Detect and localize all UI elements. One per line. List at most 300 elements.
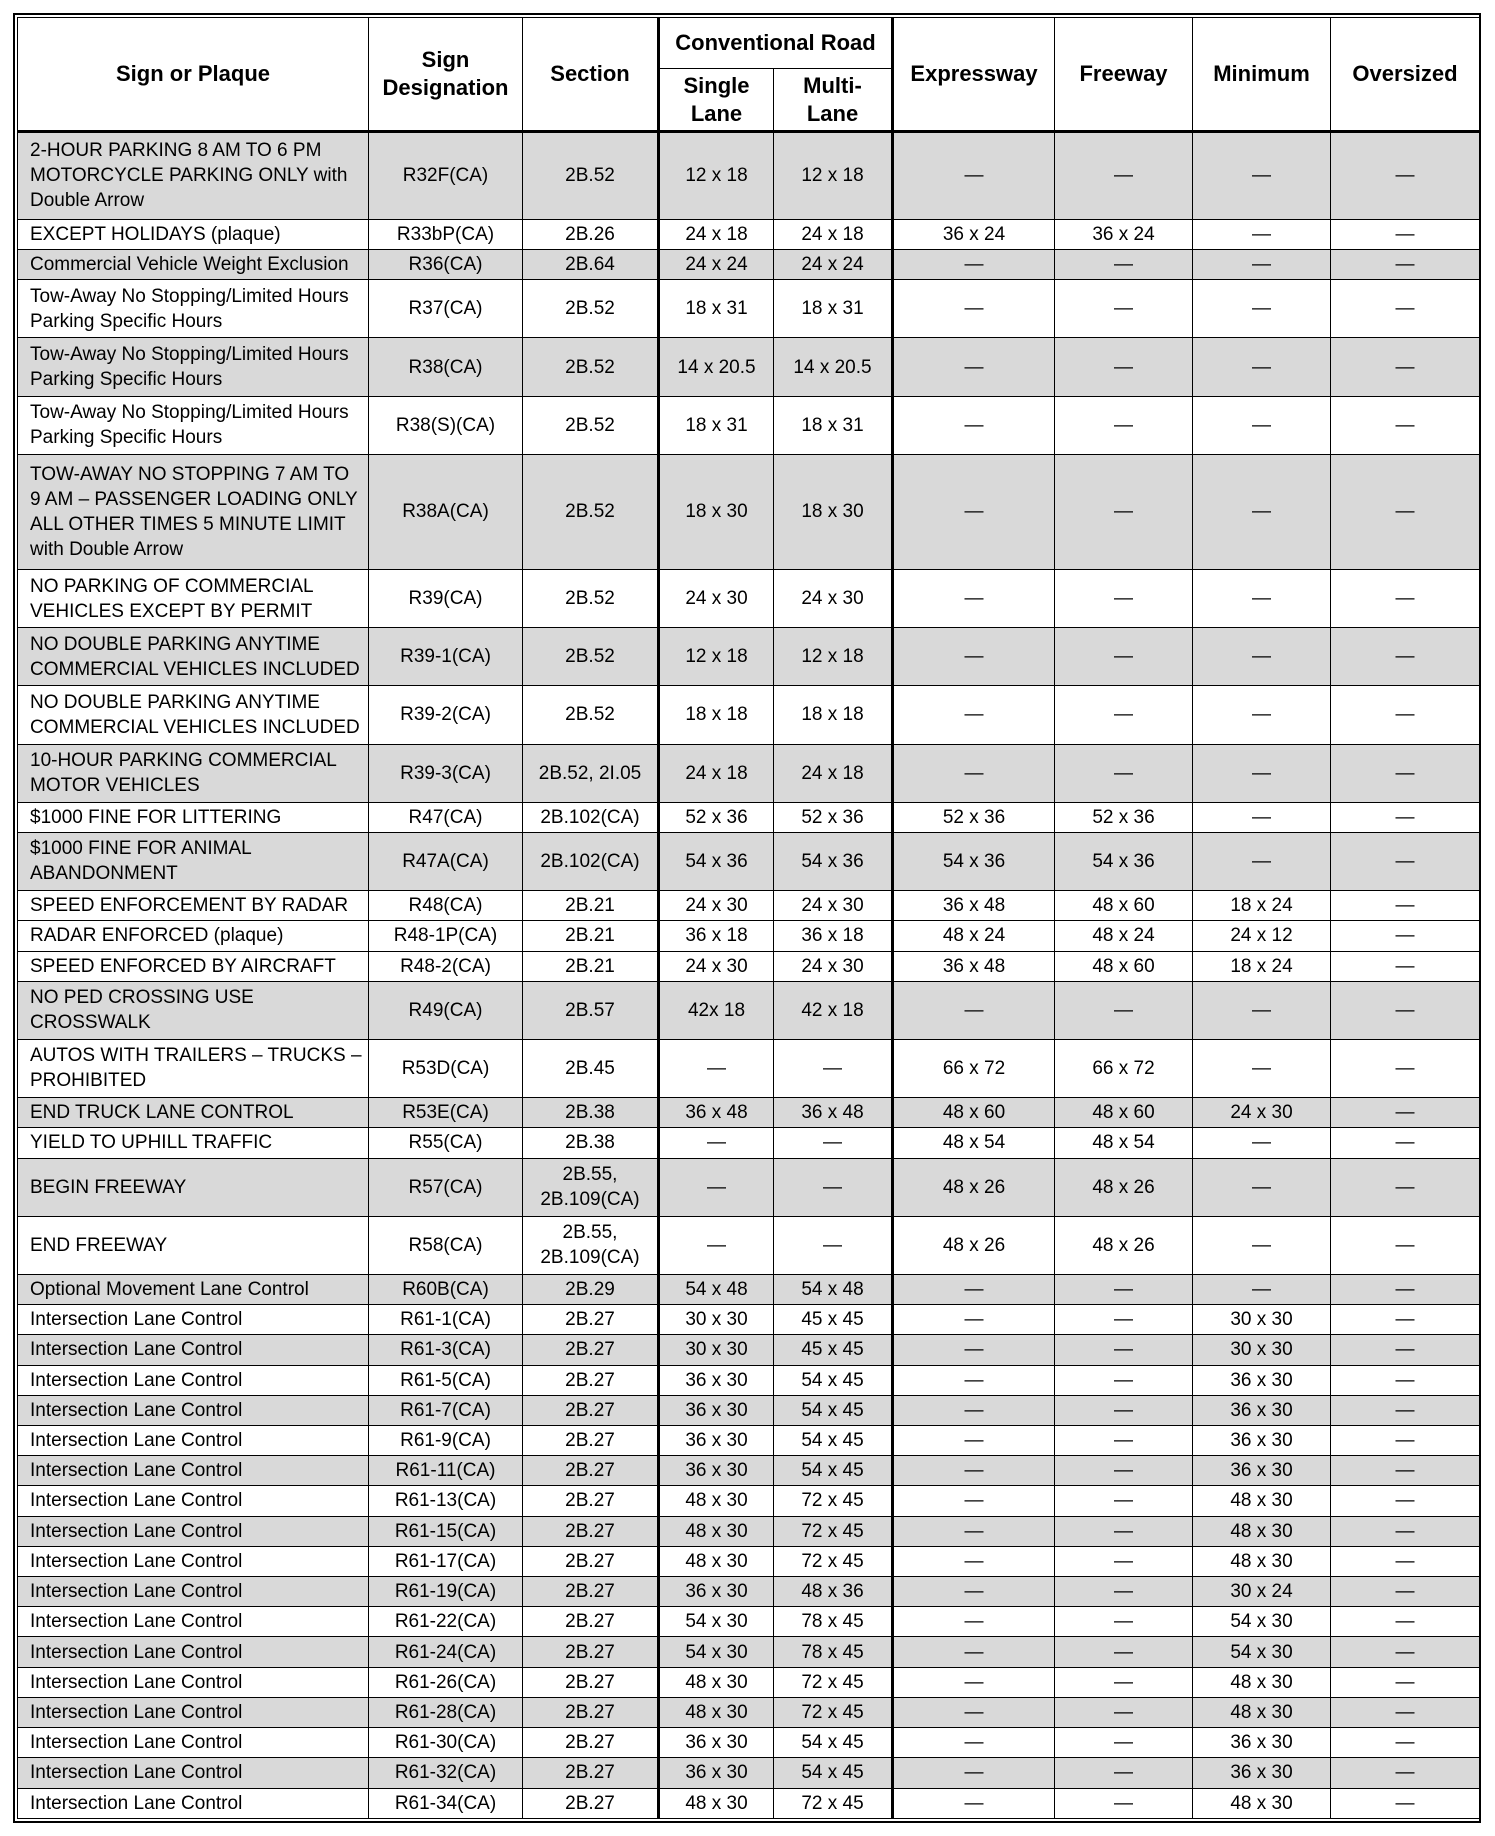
expressway-cell: — xyxy=(893,1425,1055,1455)
minimum-cell: 48 x 30 xyxy=(1193,1667,1331,1697)
sign-cell: RADAR ENFORCED (plaque) xyxy=(18,921,369,951)
single-lane-cell: 54 x 30 xyxy=(659,1607,774,1637)
single-lane-cell: 36 x 30 xyxy=(659,1456,774,1486)
oversized-cell: — xyxy=(1331,1305,1480,1335)
minimum-cell: 54 x 30 xyxy=(1193,1637,1331,1667)
designation-cell: R48(CA) xyxy=(369,891,523,921)
expressway-cell: 48 x 24 xyxy=(893,921,1055,951)
section-cell: 2B.52 xyxy=(523,338,659,396)
oversized-cell: — xyxy=(1331,1637,1480,1667)
freeway-cell: — xyxy=(1055,1577,1193,1607)
designation-cell: R61-9(CA) xyxy=(369,1425,523,1455)
freeway-cell: 48 x 60 xyxy=(1055,951,1193,981)
freeway-cell: — xyxy=(1055,1667,1193,1697)
freeway-cell: — xyxy=(1055,1697,1193,1727)
sign-cell: Intersection Lane Control xyxy=(18,1335,369,1365)
single-lane-cell: 48 x 30 xyxy=(659,1788,774,1818)
table-row xyxy=(18,1425,1480,1455)
single-lane-cell: 24 x 24 xyxy=(659,250,774,280)
expressway-cell: — xyxy=(893,1274,1055,1304)
designation-cell: R33bP(CA) xyxy=(369,219,523,249)
expressway-cell: — xyxy=(893,338,1055,396)
freeway-cell: — xyxy=(1055,1788,1193,1818)
section-cell: 2B.52 xyxy=(523,569,659,627)
multi-lane-cell: 54 x 45 xyxy=(774,1425,893,1455)
minimum-cell: — xyxy=(1193,628,1331,686)
sign-cell: $1000 FINE FOR ANIMAL ABANDONMENT xyxy=(18,832,369,890)
freeway-cell: — xyxy=(1055,981,1193,1039)
sign-cell: NO PARKING OF COMMERCIAL VEHICLES EXCEPT BY PERMIT xyxy=(18,569,369,627)
oversized-cell: — xyxy=(1331,951,1480,981)
expressway-cell: — xyxy=(893,628,1055,686)
expressway-cell: 36 x 48 xyxy=(893,951,1055,981)
section-cell: 2B.102(CA) xyxy=(523,802,659,832)
table-row xyxy=(18,1395,1480,1425)
expressway-cell: — xyxy=(893,396,1055,454)
expressway-cell: — xyxy=(893,686,1055,744)
table-row xyxy=(18,1274,1480,1304)
designation-cell: R58(CA) xyxy=(369,1216,523,1274)
expressway-cell: — xyxy=(893,1335,1055,1365)
oversized-cell: — xyxy=(1331,891,1480,921)
single-lane-cell: 36 x 30 xyxy=(659,1728,774,1758)
multi-lane-cell: 24 x 18 xyxy=(774,744,893,802)
designation-cell: R61-32(CA) xyxy=(369,1758,523,1788)
single-lane-cell: — xyxy=(659,1158,774,1216)
oversized-cell: — xyxy=(1331,1365,1480,1395)
table-row xyxy=(18,1607,1480,1637)
section-cell: 2B.27 xyxy=(523,1365,659,1395)
sign-cell: AUTOS WITH TRAILERS – TRUCKS – PROHIBITED xyxy=(18,1039,369,1097)
minimum-cell: — xyxy=(1193,338,1331,396)
expressway-cell: — xyxy=(893,744,1055,802)
multi-lane-cell: 24 x 30 xyxy=(774,891,893,921)
multi-lane-cell: 72 x 45 xyxy=(774,1697,893,1727)
single-lane-cell: 36 x 30 xyxy=(659,1365,774,1395)
designation-cell: R47A(CA) xyxy=(369,832,523,890)
minimum-cell: — xyxy=(1193,569,1331,627)
single-lane-cell: 24 x 18 xyxy=(659,744,774,802)
expressway-cell: — xyxy=(893,280,1055,338)
sign-cell: END FREEWAY xyxy=(18,1216,369,1274)
minimum-cell: 24 x 12 xyxy=(1193,921,1331,951)
designation-cell: R39-3(CA) xyxy=(369,744,523,802)
sign-cell: Tow-Away No Stopping/Limited Hours Parking Specific Hours xyxy=(18,396,369,454)
sign-cell: Intersection Lane Control xyxy=(18,1425,369,1455)
multi-lane-cell: — xyxy=(774,1128,893,1158)
multi-lane-cell: 36 x 18 xyxy=(774,921,893,951)
single-lane-cell: — xyxy=(659,1128,774,1158)
freeway-cell: — xyxy=(1055,1546,1193,1576)
designation-cell: R38(S)(CA) xyxy=(369,396,523,454)
expressway-cell: — xyxy=(893,1486,1055,1516)
header-sign-or-plaque: Sign or Plaque xyxy=(18,18,369,132)
section-cell: 2B.21 xyxy=(523,951,659,981)
single-lane-cell: 18 x 31 xyxy=(659,280,774,338)
multi-lane-cell: 72 x 45 xyxy=(774,1546,893,1576)
freeway-cell: — xyxy=(1055,686,1193,744)
table-row xyxy=(18,1728,1480,1758)
table-row xyxy=(18,250,1480,280)
sign-cell: 2-HOUR PARKING 8 AM TO 6 PM MOTORCYCLE PARKING ONLY with Double Arrow xyxy=(18,132,369,220)
table-row xyxy=(18,1365,1480,1395)
designation-cell: R61-13(CA) xyxy=(369,1486,523,1516)
oversized-cell: — xyxy=(1331,1158,1480,1216)
oversized-cell: — xyxy=(1331,250,1480,280)
sign-cell: Intersection Lane Control xyxy=(18,1637,369,1667)
oversized-cell: — xyxy=(1331,832,1480,890)
expressway-cell: 36 x 24 xyxy=(893,219,1055,249)
table-row xyxy=(18,1158,1480,1216)
freeway-cell: — xyxy=(1055,1456,1193,1486)
table-row xyxy=(18,1216,1480,1274)
minimum-cell: 36 x 30 xyxy=(1193,1395,1331,1425)
multi-lane-cell: 54 x 45 xyxy=(774,1365,893,1395)
section-cell: 2B.27 xyxy=(523,1637,659,1667)
single-lane-cell: 36 x 30 xyxy=(659,1577,774,1607)
oversized-cell: — xyxy=(1331,338,1480,396)
multi-lane-cell: 54 x 45 xyxy=(774,1395,893,1425)
section-cell: 2B.52, 2I.05 xyxy=(523,744,659,802)
freeway-cell: — xyxy=(1055,1758,1193,1788)
freeway-cell: — xyxy=(1055,569,1193,627)
freeway-cell: — xyxy=(1055,454,1193,569)
freeway-cell: — xyxy=(1055,132,1193,220)
multi-lane-cell: 42 x 18 xyxy=(774,981,893,1039)
section-cell: 2B.52 xyxy=(523,628,659,686)
expressway-cell: — xyxy=(893,1577,1055,1607)
minimum-cell: — xyxy=(1193,802,1331,832)
freeway-cell: — xyxy=(1055,1637,1193,1667)
freeway-cell: — xyxy=(1055,338,1193,396)
minimum-cell: 48 x 30 xyxy=(1193,1788,1331,1818)
expressway-cell: — xyxy=(893,1365,1055,1395)
minimum-cell: 48 x 30 xyxy=(1193,1516,1331,1546)
table-row xyxy=(18,832,1480,890)
minimum-cell: — xyxy=(1193,454,1331,569)
header-freeway: Freeway xyxy=(1055,18,1193,132)
single-lane-cell: 48 x 30 xyxy=(659,1697,774,1727)
oversized-cell: — xyxy=(1331,1216,1480,1274)
minimum-cell: — xyxy=(1193,981,1331,1039)
oversized-cell: — xyxy=(1331,1758,1480,1788)
freeway-cell: — xyxy=(1055,1486,1193,1516)
section-cell: 2B.21 xyxy=(523,921,659,951)
sign-cell: Intersection Lane Control xyxy=(18,1607,369,1637)
oversized-cell: — xyxy=(1331,921,1480,951)
minimum-cell: 24 x 30 xyxy=(1193,1098,1331,1128)
multi-lane-cell: 54 x 48 xyxy=(774,1274,893,1304)
sign-cell: Intersection Lane Control xyxy=(18,1697,369,1727)
single-lane-cell: 24 x 30 xyxy=(659,569,774,627)
section-cell: 2B.27 xyxy=(523,1546,659,1576)
expressway-cell: — xyxy=(893,1607,1055,1637)
oversized-cell: — xyxy=(1331,802,1480,832)
expressway-cell: — xyxy=(893,1637,1055,1667)
section-cell: 2B.55, 2B.109(CA) xyxy=(523,1216,659,1274)
single-lane-cell: 52 x 36 xyxy=(659,802,774,832)
freeway-cell: 48 x 26 xyxy=(1055,1216,1193,1274)
oversized-cell: — xyxy=(1331,1697,1480,1727)
minimum-cell: 36 x 30 xyxy=(1193,1728,1331,1758)
oversized-cell: — xyxy=(1331,686,1480,744)
expressway-cell: — xyxy=(893,250,1055,280)
multi-lane-cell: 72 x 45 xyxy=(774,1516,893,1546)
table-row xyxy=(18,1128,1480,1158)
freeway-cell: — xyxy=(1055,396,1193,454)
designation-cell: R53D(CA) xyxy=(369,1039,523,1097)
oversized-cell: — xyxy=(1331,1577,1480,1607)
single-lane-cell: 42x 18 xyxy=(659,981,774,1039)
table-body xyxy=(18,132,1480,1819)
table-row xyxy=(18,1098,1480,1128)
minimum-cell: — xyxy=(1193,1274,1331,1304)
minimum-cell: — xyxy=(1193,250,1331,280)
freeway-cell: — xyxy=(1055,1728,1193,1758)
designation-cell: R38A(CA) xyxy=(369,454,523,569)
single-lane-cell: 54 x 30 xyxy=(659,1637,774,1667)
expressway-cell: — xyxy=(893,1456,1055,1486)
oversized-cell: — xyxy=(1331,628,1480,686)
multi-lane-cell: 24 x 30 xyxy=(774,951,893,981)
single-lane-cell: — xyxy=(659,1216,774,1274)
minimum-cell: 36 x 30 xyxy=(1193,1365,1331,1395)
single-lane-cell: 48 x 30 xyxy=(659,1516,774,1546)
single-lane-cell: 36 x 18 xyxy=(659,921,774,951)
section-cell: 2B.29 xyxy=(523,1274,659,1304)
header-minimum: Minimum xyxy=(1193,18,1331,132)
single-lane-cell: 36 x 30 xyxy=(659,1425,774,1455)
minimum-cell: 18 x 24 xyxy=(1193,891,1331,921)
multi-lane-cell: 52 x 36 xyxy=(774,802,893,832)
section-cell: 2B.27 xyxy=(523,1697,659,1727)
expressway-cell: — xyxy=(893,1395,1055,1425)
section-cell: 2B.52 xyxy=(523,132,659,220)
designation-cell: R61-7(CA) xyxy=(369,1395,523,1425)
minimum-cell: 36 x 30 xyxy=(1193,1456,1331,1486)
freeway-cell: — xyxy=(1055,1395,1193,1425)
section-cell: 2B.52 xyxy=(523,454,659,569)
sign-size-table xyxy=(17,17,1480,1819)
designation-cell: R36(CA) xyxy=(369,250,523,280)
sign-cell: $1000 FINE FOR LITTERING xyxy=(18,802,369,832)
freeway-cell: 54 x 36 xyxy=(1055,832,1193,890)
oversized-cell: — xyxy=(1331,1788,1480,1818)
multi-lane-cell: 24 x 30 xyxy=(774,569,893,627)
single-lane-cell: 24 x 30 xyxy=(659,891,774,921)
expressway-cell: 66 x 72 xyxy=(893,1039,1055,1097)
section-cell: 2B.27 xyxy=(523,1395,659,1425)
sign-cell: Intersection Lane Control xyxy=(18,1758,369,1788)
expressway-cell: 54 x 36 xyxy=(893,832,1055,890)
sign-cell: Intersection Lane Control xyxy=(18,1486,369,1516)
multi-lane-cell: 54 x 45 xyxy=(774,1728,893,1758)
multi-lane-cell: 45 x 45 xyxy=(774,1305,893,1335)
oversized-cell: — xyxy=(1331,981,1480,1039)
single-lane-cell: 24 x 18 xyxy=(659,219,774,249)
oversized-cell: — xyxy=(1331,396,1480,454)
sign-cell: Intersection Lane Control xyxy=(18,1577,369,1607)
multi-lane-cell: 54 x 36 xyxy=(774,832,893,890)
single-lane-cell: 48 x 30 xyxy=(659,1667,774,1697)
sign-cell: BEGIN FREEWAY xyxy=(18,1158,369,1216)
multi-lane-cell: 72 x 45 xyxy=(774,1667,893,1697)
freeway-cell: — xyxy=(1055,1335,1193,1365)
oversized-cell: — xyxy=(1331,454,1480,569)
minimum-cell: 54 x 30 xyxy=(1193,1607,1331,1637)
minimum-cell: — xyxy=(1193,1158,1331,1216)
oversized-cell: — xyxy=(1331,1456,1480,1486)
sign-cell: END TRUCK LANE CONTROL xyxy=(18,1098,369,1128)
multi-lane-cell: 12 x 18 xyxy=(774,628,893,686)
section-cell: 2B.27 xyxy=(523,1425,659,1455)
minimum-cell: 30 x 24 xyxy=(1193,1577,1331,1607)
multi-lane-cell: 48 x 36 xyxy=(774,1577,893,1607)
designation-cell: R61-24(CA) xyxy=(369,1637,523,1667)
expressway-cell: — xyxy=(893,132,1055,220)
minimum-cell: — xyxy=(1193,744,1331,802)
sign-cell: TOW-AWAY NO STOPPING 7 AM TO 9 AM – PASSENGER LOADING ONLY ALL OTHER TIMES 5 MINUTE LIMIT with Double Arrow xyxy=(18,454,369,569)
minimum-cell: 18 x 24 xyxy=(1193,951,1331,981)
sign-cell: Intersection Lane Control xyxy=(18,1305,369,1335)
minimum-cell: — xyxy=(1193,396,1331,454)
oversized-cell: — xyxy=(1331,1425,1480,1455)
freeway-cell: 66 x 72 xyxy=(1055,1039,1193,1097)
minimum-cell: — xyxy=(1193,832,1331,890)
table-row xyxy=(18,1697,1480,1727)
single-lane-cell: 48 x 30 xyxy=(659,1486,774,1516)
multi-lane-cell: — xyxy=(774,1039,893,1097)
table-row xyxy=(18,628,1480,686)
multi-lane-cell: 72 x 45 xyxy=(774,1486,893,1516)
sign-cell: NO DOUBLE PARKING ANYTIME COMMERCIAL VEHICLES INCLUDED xyxy=(18,628,369,686)
table-row xyxy=(18,981,1480,1039)
table-row xyxy=(18,280,1480,338)
multi-lane-cell: 14 x 20.5 xyxy=(774,338,893,396)
minimum-cell: 36 x 30 xyxy=(1193,1758,1331,1788)
freeway-cell: — xyxy=(1055,250,1193,280)
single-lane-cell: 36 x 30 xyxy=(659,1758,774,1788)
sign-cell: Optional Movement Lane Control xyxy=(18,1274,369,1304)
table-row xyxy=(18,744,1480,802)
table-row xyxy=(18,1335,1480,1365)
oversized-cell: — xyxy=(1331,1486,1480,1516)
single-lane-cell: 54 x 36 xyxy=(659,832,774,890)
expressway-cell: 36 x 48 xyxy=(893,891,1055,921)
expressway-cell: — xyxy=(893,1697,1055,1727)
table-row xyxy=(18,338,1480,396)
section-cell: 2B.55, 2B.109(CA) xyxy=(523,1158,659,1216)
section-cell: 2B.52 xyxy=(523,396,659,454)
designation-cell: R61-15(CA) xyxy=(369,1516,523,1546)
section-cell: 2B.64 xyxy=(523,250,659,280)
oversized-cell: — xyxy=(1331,1728,1480,1758)
table-row xyxy=(18,1516,1480,1546)
header-multi-lane: Multi-Lane xyxy=(774,69,893,132)
multi-lane-cell: 24 x 18 xyxy=(774,219,893,249)
minimum-cell: — xyxy=(1193,1216,1331,1274)
table-frame xyxy=(13,13,1481,1823)
expressway-cell: — xyxy=(893,1667,1055,1697)
designation-cell: R61-28(CA) xyxy=(369,1697,523,1727)
designation-cell: R61-3(CA) xyxy=(369,1335,523,1365)
expressway-cell: — xyxy=(893,454,1055,569)
designation-cell: R61-26(CA) xyxy=(369,1667,523,1697)
designation-cell: R39-2(CA) xyxy=(369,686,523,744)
sign-cell: Intersection Lane Control xyxy=(18,1516,369,1546)
multi-lane-cell: 12 x 18 xyxy=(774,132,893,220)
sign-cell: Intersection Lane Control xyxy=(18,1788,369,1818)
table-row xyxy=(18,1758,1480,1788)
single-lane-cell: 30 x 30 xyxy=(659,1335,774,1365)
sign-cell: Intersection Lane Control xyxy=(18,1395,369,1425)
section-cell: 2B.102(CA) xyxy=(523,832,659,890)
sign-cell: NO PED CROSSING USE CROSSWALK xyxy=(18,981,369,1039)
minimum-cell: — xyxy=(1193,219,1331,249)
table-row xyxy=(18,1039,1480,1097)
section-cell: 2B.38 xyxy=(523,1098,659,1128)
table-header xyxy=(18,18,1480,132)
header-oversized: Oversized xyxy=(1331,18,1480,132)
multi-lane-cell: 36 x 48 xyxy=(774,1098,893,1128)
section-cell: 2B.26 xyxy=(523,219,659,249)
section-cell: 2B.57 xyxy=(523,981,659,1039)
single-lane-cell: 54 x 48 xyxy=(659,1274,774,1304)
designation-cell: R39-1(CA) xyxy=(369,628,523,686)
section-cell: 2B.45 xyxy=(523,1039,659,1097)
section-cell: 2B.27 xyxy=(523,1486,659,1516)
sign-cell: Intersection Lane Control xyxy=(18,1456,369,1486)
sign-cell: Commercial Vehicle Weight Exclusion xyxy=(18,250,369,280)
minimum-cell: 30 x 30 xyxy=(1193,1305,1331,1335)
freeway-cell: — xyxy=(1055,744,1193,802)
section-cell: 2B.38 xyxy=(523,1128,659,1158)
section-cell: 2B.27 xyxy=(523,1335,659,1365)
minimum-cell: 48 x 30 xyxy=(1193,1697,1331,1727)
designation-cell: R60B(CA) xyxy=(369,1274,523,1304)
designation-cell: R61-19(CA) xyxy=(369,1577,523,1607)
multi-lane-cell: 18 x 31 xyxy=(774,396,893,454)
single-lane-cell: 12 x 18 xyxy=(659,628,774,686)
oversized-cell: — xyxy=(1331,219,1480,249)
table-row xyxy=(18,1305,1480,1335)
multi-lane-cell: 78 x 45 xyxy=(774,1637,893,1667)
freeway-cell: — xyxy=(1055,280,1193,338)
oversized-cell: — xyxy=(1331,1335,1480,1365)
expressway-cell: 48 x 60 xyxy=(893,1098,1055,1128)
freeway-cell: 52 x 36 xyxy=(1055,802,1193,832)
designation-cell: R47(CA) xyxy=(369,802,523,832)
table-row xyxy=(18,132,1480,220)
designation-cell: R61-17(CA) xyxy=(369,1546,523,1576)
table-row xyxy=(18,396,1480,454)
designation-cell: R53E(CA) xyxy=(369,1098,523,1128)
multi-lane-cell: 72 x 45 xyxy=(774,1788,893,1818)
expressway-cell: — xyxy=(893,569,1055,627)
expressway-cell: 48 x 26 xyxy=(893,1216,1055,1274)
expressway-cell: — xyxy=(893,1305,1055,1335)
header-expressway: Expressway xyxy=(893,18,1055,132)
multi-lane-cell: 18 x 18 xyxy=(774,686,893,744)
freeway-cell: 48 x 60 xyxy=(1055,1098,1193,1128)
oversized-cell: — xyxy=(1331,1546,1480,1576)
designation-cell: R37(CA) xyxy=(369,280,523,338)
oversized-cell: — xyxy=(1331,1395,1480,1425)
table-row xyxy=(18,921,1480,951)
designation-cell: R61-5(CA) xyxy=(369,1365,523,1395)
oversized-cell: — xyxy=(1331,569,1480,627)
oversized-cell: — xyxy=(1331,1039,1480,1097)
